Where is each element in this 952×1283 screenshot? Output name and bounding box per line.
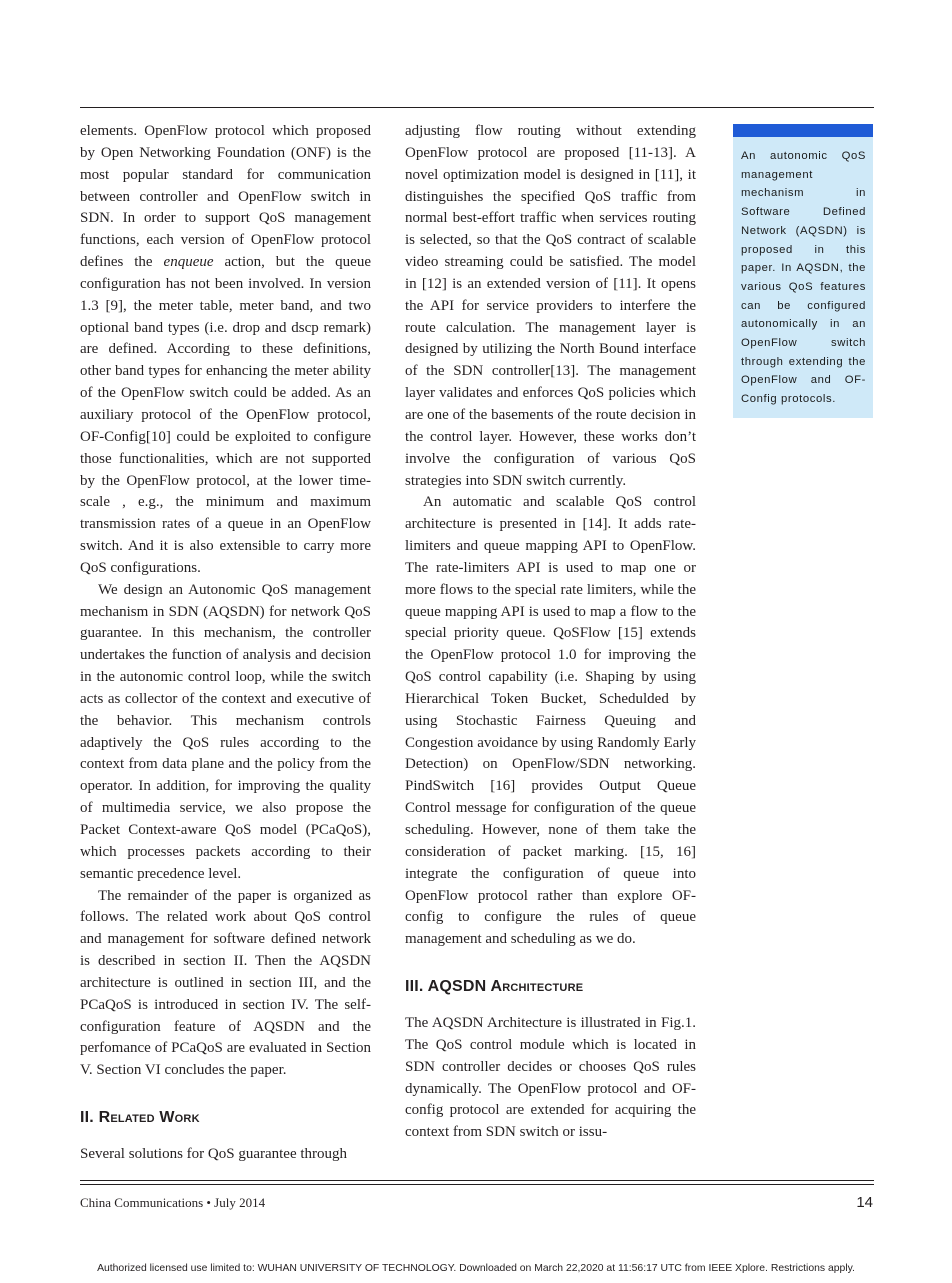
paragraph-text: elements. OpenFlow protocol which proposed by Open Networking Foundation (ONF) is the most popular standard for communication between controller and OpenFlow switch in SDN. In order to support QoS management functions, each version of OpenFlow protocol defines the bbox=[80, 123, 371, 271]
paragraph bbox=[80, 121, 371, 580]
abstract-sidebar bbox=[733, 124, 873, 418]
paragraph: adjusting flow routing without extending OpenFlow protocol are proposed [11-13]. A novel optimization model is designed in [11], it distinguishes the specified QoS traffic from normal best-effort traffic when services routing is selected, so that the QoS contract of scalable video streaming could be satisfied. The model in [12] is an extended version of [11]. It opens the API for service providers to interfere the route calculation. The management layer is designed by utilizing the North Bound interface of the SDN controller[13]. The management layer validates and enforces QoS policies which are one of the basements of the route decision in the control layer. However, these works don’t involve the configuration of various QoS strategies into SDN switch currently. bbox=[405, 123, 696, 489]
italic-term: enqueue bbox=[163, 254, 214, 271]
paragraph: We design an Autonomic QoS management mechanism in SDN (AQSDN) for network QoS guarantee. In this mechanism, the controller undertakes the function of analysis and decision in the autonomic control loop, while the switch acts as collector of the context and executive of the behavior. This mechanism controls adaptively the QoS rules according to the context from data plane and the policy from the operator. In addition, for improving the quality of multimedia service, we also propose the Packet Context-aware QoS model (PCaQoS), which processes packets according to their semantic precedence level. bbox=[80, 581, 371, 882]
journal-footer: China Communications • July 2014 bbox=[80, 1195, 266, 1210]
sidebar-text: An autonomic QoS management mechanism in Software Defined Network (AQSDN) is proposed in this paper. In AQSDN, the various QoS features can be configured autonomically in an OpenFlow switch through extending the OpenFlow and OF-Config protocols. bbox=[741, 150, 866, 406]
header-rule bbox=[80, 107, 874, 108]
paragraph: The AQSDN Architecture is illustrated in Fig.1. The QoS control module which is located in SDN controller decides or chooses QoS rules dynamically. The OpenFlow protocol and OF-config protocol are extended for acquiring the context from SDN switch or issu- bbox=[405, 1015, 696, 1141]
page-number: 14 bbox=[856, 1194, 873, 1211]
footer-rule-bottom bbox=[80, 1184, 874, 1185]
paragraph-text: action, but the queue configuration has not been involved. In version 1.3 [9], the meter table, meter band, and two optional band types (i.e. drop and dscp remark) are defined. According to these definitions, other band types for enhancing the meter ability of the OpenFlow switch could be added. As an auxiliary protocol of the OpenFlow protocol, OF-Config[10] could be exploited to configure those functionalities, which are not supported by the OpenFlow protocol, at the lower time-scale , e.g., the minimum and maximum transmission rates of a queue in an OpenFlow switch. And it is also extensible to carry more QoS configurations. bbox=[80, 254, 371, 576]
footer-rule-top bbox=[80, 1180, 874, 1181]
section-heading: III. AQSDN Architecture bbox=[405, 978, 584, 996]
paragraph: Several solutions for QoS guarantee through bbox=[80, 1146, 348, 1163]
middle-column bbox=[405, 121, 696, 1144]
paragraph: An automatic and scalable QoS control architecture is presented in [14]. It adds rate-limiters and queue mapping API to OpenFlow. The rate-limiters API is used to map one or more flows to the special rate limiters, while the queue mapping API is used to map a flow to the special priority queue. QoSFlow [15] extends the OpenFlow protocol 1.0 for improving the QoS control capability (i.e. Shaping by using Hierarchical Token Bucket, Schedulded by using Stochastic Fairness Queuing and Congestion avoidance by using Randomly Early Detection) on OpenFlow/SDN networking. PindSwitch [16] provides Output Queue Control message for configuration of the queue scheduling. However, none of them take the consideration of packet marking. [15, 16] integrate the configuration of queue into OpenFlow protocol rather than explore OF-config to configure the rules of queue management and scheduling as we do. bbox=[405, 494, 696, 948]
left-column bbox=[80, 121, 371, 1166]
paragraph: The remainder of the paper is organized as follows. The related work about QoS control and management for software defined network is described in section II. Then the AQSDN architecture is outlined in section III, and the PCaQoS is introduced in section IV. The self-configuration feature of AQSDN and the perfomance of PCaQoS are evaluated in Section V. Section VI concludes the paper. bbox=[80, 887, 371, 1079]
section-heading: II. Related Work bbox=[80, 1109, 200, 1127]
sidebar-accent-bar bbox=[733, 124, 873, 137]
license-notice: Authorized licensed use limited to: WUHAN UNIVERSITY OF TECHNOLOGY. Downloaded on March 22,2020 at 11:56:17 UTC from IEEE Xplore. Restrictions apply. bbox=[97, 1263, 855, 1274]
